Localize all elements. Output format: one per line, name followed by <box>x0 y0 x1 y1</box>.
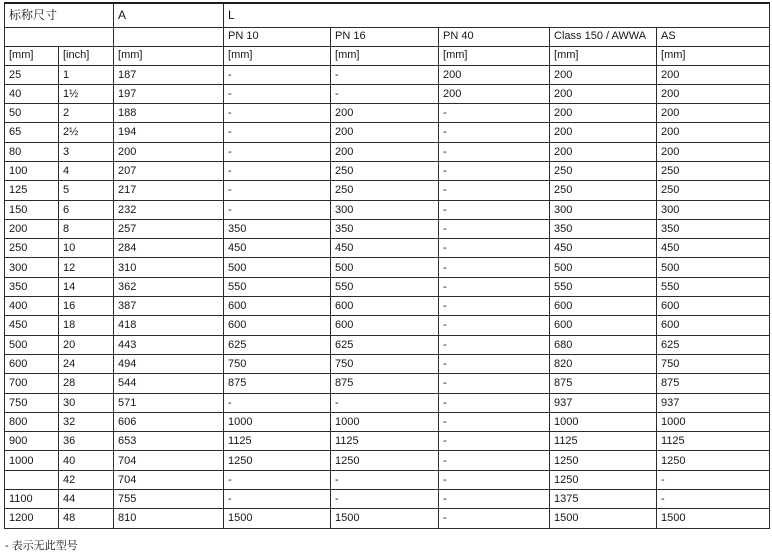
table-cell: 150 <box>5 200 59 219</box>
table-cell: 200 <box>550 142 657 161</box>
table-cell: - <box>224 123 331 142</box>
table-body <box>5 65 770 528</box>
table-cell: 625 <box>224 335 331 354</box>
table-cell: 2½ <box>59 123 114 142</box>
table-cell: - <box>224 65 331 84</box>
table-row <box>5 316 770 335</box>
table-cell: 500 <box>657 258 770 277</box>
table-cell: 875 <box>657 374 770 393</box>
table-cell: 350 <box>550 219 657 238</box>
unit-cell: [mm] <box>5 46 59 65</box>
table-cell: 1000 <box>550 412 657 431</box>
table-cell: 1200 <box>5 509 59 528</box>
table-cell: 40 <box>5 84 59 103</box>
table-cell: 450 <box>331 239 439 258</box>
table-cell: 300 <box>331 200 439 219</box>
table-row <box>5 412 770 431</box>
table-cell: 207 <box>114 161 224 180</box>
table-cell: 30 <box>59 393 114 412</box>
table-cell: 28 <box>59 374 114 393</box>
table-row <box>5 393 770 412</box>
table-cell: 1250 <box>331 451 439 470</box>
table-row <box>5 161 770 180</box>
unit-cell: [mm] <box>550 46 657 65</box>
table-cell: 1000 <box>331 412 439 431</box>
table-cell: 750 <box>331 354 439 373</box>
table-cell: - <box>439 470 550 489</box>
table-cell: 200 <box>5 219 59 238</box>
table-cell: - <box>331 393 439 412</box>
table-cell: 704 <box>114 470 224 489</box>
table-cell: 755 <box>114 490 224 509</box>
table-cell: 1500 <box>657 509 770 528</box>
table-cell: 250 <box>331 181 439 200</box>
table-cell: 300 <box>5 258 59 277</box>
header-dimension-l: L <box>224 3 770 27</box>
table-cell: 600 <box>550 297 657 316</box>
table-cell: - <box>439 509 550 528</box>
table-cell: 443 <box>114 335 224 354</box>
table-cell: 653 <box>114 432 224 451</box>
header-pn10: PN 10 <box>224 27 331 46</box>
table-cell: 450 <box>5 316 59 335</box>
table-row <box>5 374 770 393</box>
table-cell: 600 <box>5 354 59 373</box>
table-cell: - <box>224 393 331 412</box>
table-cell: 100 <box>5 161 59 180</box>
table-cell: 200 <box>657 65 770 84</box>
table-cell: - <box>439 277 550 296</box>
table-cell: 1125 <box>331 432 439 451</box>
table-cell: 284 <box>114 239 224 258</box>
table-row <box>5 219 770 238</box>
header-empty-cell <box>5 27 114 46</box>
table-cell: 600 <box>550 316 657 335</box>
table-cell: 750 <box>224 354 331 373</box>
table-cell: 1250 <box>550 451 657 470</box>
table-cell: 200 <box>331 123 439 142</box>
table-cell: 18 <box>59 316 114 335</box>
table-cell: 187 <box>114 65 224 84</box>
table-cell: - <box>224 104 331 123</box>
table-cell: 750 <box>657 354 770 373</box>
table-cell: 600 <box>331 316 439 335</box>
table-cell: 32 <box>59 412 114 431</box>
header-empty-cell <box>114 27 224 46</box>
table-cell: 1500 <box>331 509 439 528</box>
unit-cell: [mm] <box>439 46 550 65</box>
table-cell: 875 <box>550 374 657 393</box>
table-cell: 1250 <box>550 470 657 489</box>
table-cell: 350 <box>657 219 770 238</box>
table-cell: 1½ <box>59 84 114 103</box>
table-cell: 250 <box>657 181 770 200</box>
table-cell: 257 <box>114 219 224 238</box>
table-cell: 6 <box>59 200 114 219</box>
table-row <box>5 239 770 258</box>
table-cell: 48 <box>59 509 114 528</box>
table-cell: 250 <box>550 181 657 200</box>
table-cell: 232 <box>114 200 224 219</box>
table-cell: 1 <box>59 65 114 84</box>
table-cell: 20 <box>59 335 114 354</box>
table-cell: 200 <box>114 142 224 161</box>
table-cell: 200 <box>657 123 770 142</box>
table-cell: 12 <box>59 258 114 277</box>
table-cell: 44 <box>59 490 114 509</box>
header-row-units <box>5 46 770 65</box>
table-row <box>5 432 770 451</box>
table-cell: - <box>439 104 550 123</box>
table-cell: 310 <box>114 258 224 277</box>
unit-cell: [mm] <box>331 46 439 65</box>
table-cell: 875 <box>331 374 439 393</box>
table-cell: 250 <box>331 161 439 180</box>
table-cell: 350 <box>331 219 439 238</box>
table-cell: - <box>331 490 439 509</box>
header-pn40: PN 40 <box>439 27 550 46</box>
table-cell: 1125 <box>224 432 331 451</box>
table-cell: 500 <box>224 258 331 277</box>
table-cell: 1125 <box>550 432 657 451</box>
table-row <box>5 509 770 528</box>
table-cell: - <box>439 374 550 393</box>
table-cell: - <box>439 219 550 238</box>
header-dimension-a: A <box>114 3 224 27</box>
table-row <box>5 104 770 123</box>
table-cell: 875 <box>224 374 331 393</box>
footnote: - 表示无此型号 <box>5 540 78 552</box>
table-cell: - <box>224 181 331 200</box>
table-cell: 625 <box>657 335 770 354</box>
table-cell: - <box>331 84 439 103</box>
table-cell: 450 <box>224 239 331 258</box>
table-cell: 625 <box>331 335 439 354</box>
table-cell: 500 <box>5 335 59 354</box>
table-cell: 500 <box>331 258 439 277</box>
table-cell: 16 <box>59 297 114 316</box>
table-cell: 10 <box>59 239 114 258</box>
table-cell: 25 <box>5 65 59 84</box>
table-cell: 1250 <box>224 451 331 470</box>
table-cell: 250 <box>550 161 657 180</box>
header-pn16: PN 16 <box>331 27 439 46</box>
header-class150-awwa: Class 150 / AWWA <box>550 27 657 46</box>
table-cell: 200 <box>657 84 770 103</box>
table-row <box>5 181 770 200</box>
table-cell: 600 <box>331 297 439 316</box>
dimension-table <box>4 2 770 529</box>
table-cell: 400 <box>5 297 59 316</box>
table-cell: 200 <box>550 65 657 84</box>
table-cell: 450 <box>550 239 657 258</box>
table-row <box>5 200 770 219</box>
table-cell: 80 <box>5 142 59 161</box>
table-row <box>5 470 770 489</box>
table-cell: 571 <box>114 393 224 412</box>
table-cell: 1000 <box>224 412 331 431</box>
table-row <box>5 123 770 142</box>
table-cell: 200 <box>657 142 770 161</box>
table-cell: 200 <box>550 104 657 123</box>
table-row <box>5 258 770 277</box>
table-cell: 544 <box>114 374 224 393</box>
header-row-pressure-classes <box>5 27 770 46</box>
table-cell: - <box>439 181 550 200</box>
table-cell: - <box>331 470 439 489</box>
table-row <box>5 354 770 373</box>
table-cell: 1000 <box>657 412 770 431</box>
table-cell: - <box>224 161 331 180</box>
table-cell: - <box>439 393 550 412</box>
table-cell: 200 <box>331 104 439 123</box>
table-cell: 1000 <box>5 451 59 470</box>
table-cell: 494 <box>114 354 224 373</box>
table-cell: 200 <box>550 123 657 142</box>
table-cell: - <box>439 297 550 316</box>
table-cell: 1100 <box>5 490 59 509</box>
header-as: AS <box>657 27 770 46</box>
table-cell: 14 <box>59 277 114 296</box>
table-cell: 200 <box>439 84 550 103</box>
table-cell <box>5 470 59 489</box>
table-cell: 2 <box>59 104 114 123</box>
table-cell: - <box>439 354 550 373</box>
table-cell: 550 <box>550 277 657 296</box>
table-cell: 550 <box>657 277 770 296</box>
table-cell: - <box>224 200 331 219</box>
table-cell: - <box>439 123 550 142</box>
table-cell: 680 <box>550 335 657 354</box>
table-row <box>5 142 770 161</box>
table-cell: 810 <box>114 509 224 528</box>
table-row <box>5 84 770 103</box>
table-cell: 200 <box>657 104 770 123</box>
table-cell: 704 <box>114 451 224 470</box>
table-cell: 820 <box>550 354 657 373</box>
table-cell: 8 <box>59 219 114 238</box>
unit-cell: [inch] <box>59 46 114 65</box>
table-cell: 4 <box>59 161 114 180</box>
table-cell: 188 <box>114 104 224 123</box>
table-cell: - <box>224 470 331 489</box>
unit-cell: [mm] <box>114 46 224 65</box>
table-row <box>5 277 770 296</box>
table-row <box>5 65 770 84</box>
table-cell: 217 <box>114 181 224 200</box>
table-cell: 1500 <box>224 509 331 528</box>
table-cell: 550 <box>331 277 439 296</box>
table-cell: - <box>224 84 331 103</box>
table-cell: - <box>439 412 550 431</box>
table-cell: - <box>439 239 550 258</box>
table-cell: 700 <box>5 374 59 393</box>
table-cell: 600 <box>657 316 770 335</box>
table-cell: 1125 <box>657 432 770 451</box>
table-cell: - <box>439 335 550 354</box>
unit-cell: [mm] <box>224 46 331 65</box>
table-cell: 450 <box>657 239 770 258</box>
table-cell: - <box>439 200 550 219</box>
table-cell: 125 <box>5 181 59 200</box>
table-cell: 937 <box>657 393 770 412</box>
header-nominal-size: 标称尺寸 <box>5 3 114 27</box>
table-cell: 350 <box>224 219 331 238</box>
table-cell: 606 <box>114 412 224 431</box>
table-cell: 300 <box>550 200 657 219</box>
table-cell: 197 <box>114 84 224 103</box>
table-cell: 65 <box>5 123 59 142</box>
table-cell: 1500 <box>550 509 657 528</box>
table-cell: 24 <box>59 354 114 373</box>
table-cell: 900 <box>5 432 59 451</box>
table-cell: - <box>224 142 331 161</box>
table-cell: 418 <box>114 316 224 335</box>
table-cell: 42 <box>59 470 114 489</box>
table-row <box>5 297 770 316</box>
table-cell: - <box>224 490 331 509</box>
table-cell: - <box>439 490 550 509</box>
unit-cell: [mm] <box>657 46 770 65</box>
table-cell: 250 <box>657 161 770 180</box>
table-cell: 3 <box>59 142 114 161</box>
table-cell: 550 <box>224 277 331 296</box>
table-cell: 600 <box>224 297 331 316</box>
table-cell: 36 <box>59 432 114 451</box>
table-cell: - <box>439 432 550 451</box>
table-row <box>5 451 770 470</box>
table-cell: - <box>439 161 550 180</box>
table-cell: - <box>439 142 550 161</box>
table-cell: 200 <box>439 65 550 84</box>
table-cell: 600 <box>224 316 331 335</box>
table-cell: - <box>331 65 439 84</box>
table-cell: 750 <box>5 393 59 412</box>
table-cell: 194 <box>114 123 224 142</box>
table-cell: - <box>439 316 550 335</box>
table-cell: - <box>657 490 770 509</box>
table-header <box>5 3 770 65</box>
table-cell: 1375 <box>550 490 657 509</box>
table-cell: - <box>439 451 550 470</box>
table-row <box>5 490 770 509</box>
table-cell: 250 <box>5 239 59 258</box>
table-cell: 387 <box>114 297 224 316</box>
table-cell: 5 <box>59 181 114 200</box>
table-cell: 40 <box>59 451 114 470</box>
table-cell: 200 <box>550 84 657 103</box>
table-cell: 300 <box>657 200 770 219</box>
table-cell: 800 <box>5 412 59 431</box>
table-cell: 1250 <box>657 451 770 470</box>
table-cell: 937 <box>550 393 657 412</box>
table-cell: 500 <box>550 258 657 277</box>
table-cell: 350 <box>5 277 59 296</box>
table-cell: 200 <box>331 142 439 161</box>
table-cell: - <box>439 258 550 277</box>
table-cell: 600 <box>657 297 770 316</box>
table-row <box>5 335 770 354</box>
table-cell: 50 <box>5 104 59 123</box>
table-cell: 362 <box>114 277 224 296</box>
header-row-groups <box>5 3 770 27</box>
table-cell: - <box>657 470 770 489</box>
